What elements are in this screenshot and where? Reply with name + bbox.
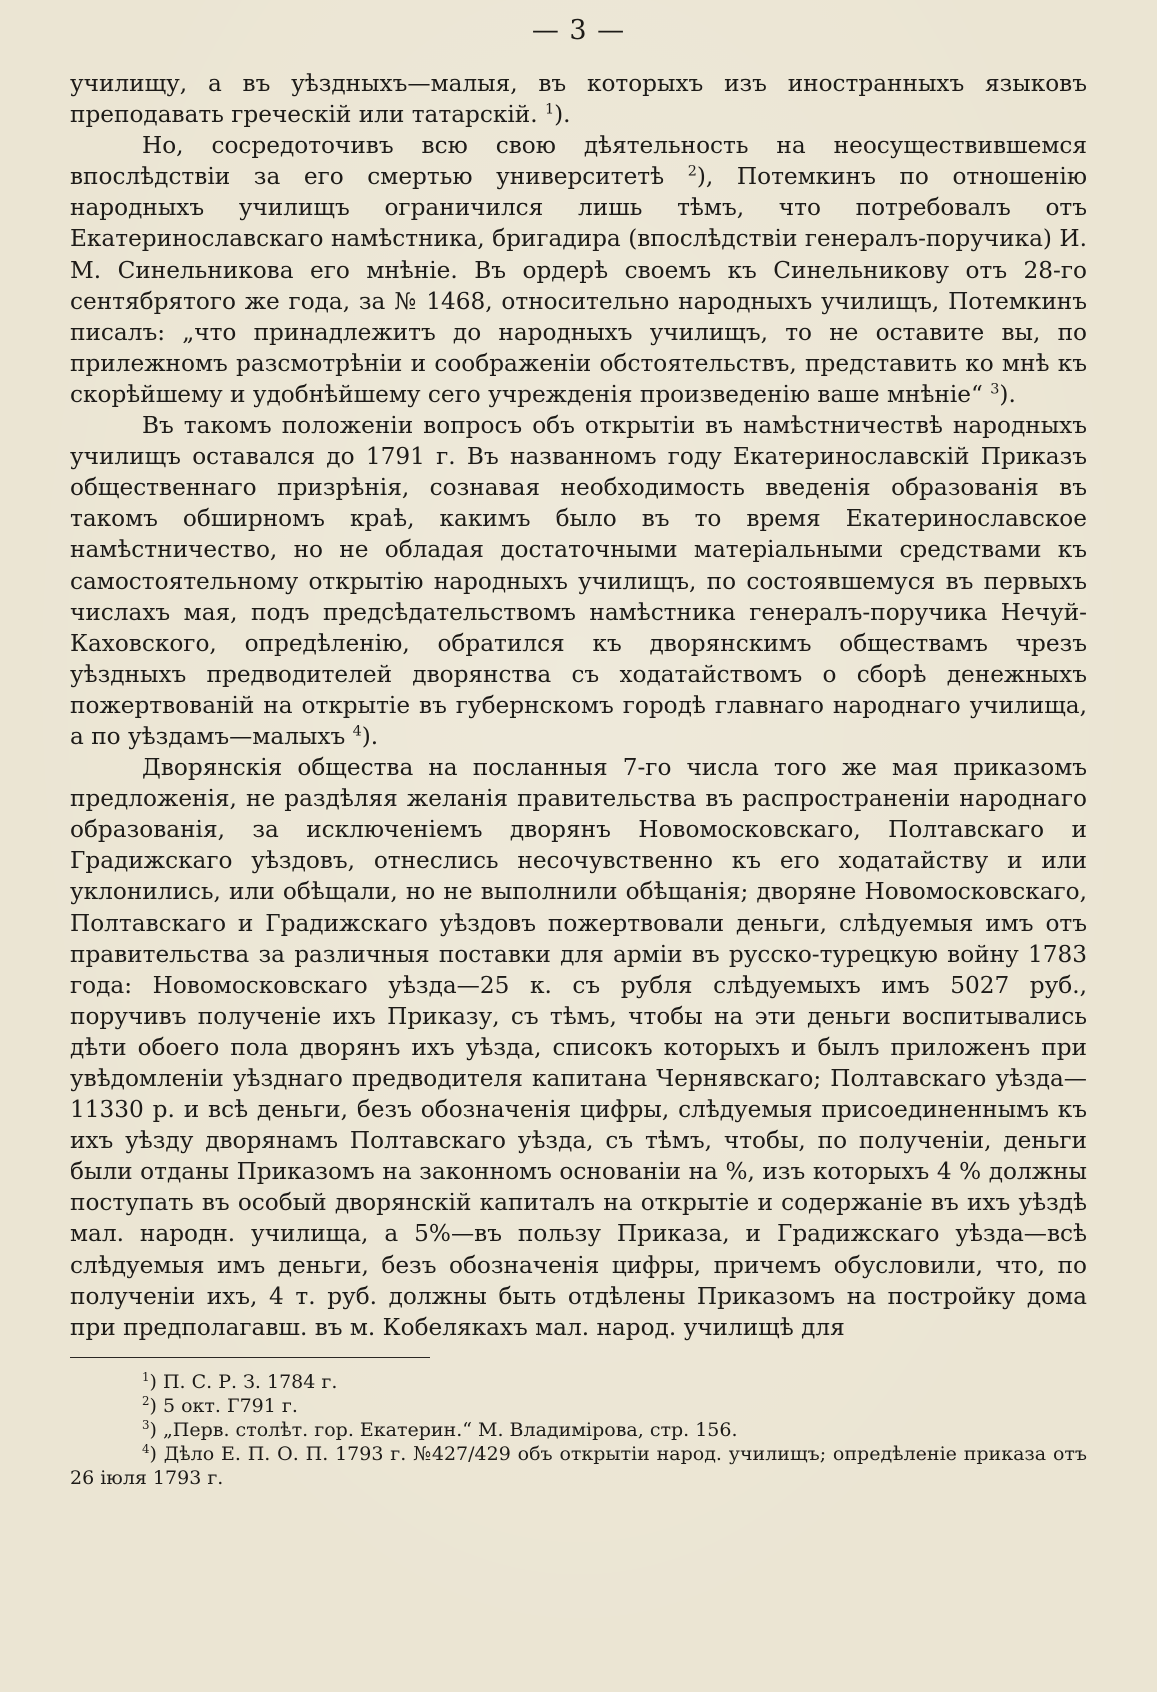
footnote-1 <box>70 1370 1087 1394</box>
footnote-text: ) Дѣло Е. П. О. П. 1793 г. №427/429 объ открытіи народ. училищъ; опредѣленіе приказа отъ 26 іюля 1793 г. <box>70 1442 1087 1489</box>
paragraph-3 <box>70 410 1087 752</box>
footnote-mark: 2 <box>142 1393 150 1408</box>
footnote-ref: 1 <box>544 101 555 118</box>
footnote-2 <box>70 1394 1087 1418</box>
footnote-separator <box>70 1357 430 1358</box>
footnote-text: ) 5 окт. Г791 г. <box>149 1394 298 1417</box>
paragraph-text: училищу, а въ уѣздныхъ—малыя, въ которыхъ изъ иностранныхъ языковъ преподавать греческій или татарскій. <box>70 70 1087 129</box>
footnotes <box>70 1370 1087 1490</box>
footnote-3 <box>70 1418 1087 1442</box>
paragraph-text: Въ такомъ положеніи вопросъ объ открытіи въ намѣстничествѣ народныхъ училищъ оставался до 1791 г. Въ названномъ году Екатеринославскій Приказъ общественнаго призрѣнія, сознавая необходимость введенія образованія въ такомъ обширномъ краѣ, какимъ было въ то время Екатеринославское намѣстничество, но не обладая достаточными матеріальными средствами къ самостоятельному открытію народныхъ училищъ, по состоявшемуся въ первыхъ числахъ мая, подъ предсѣдательствомъ намѣстника генералъ-поручика Нечуй-Каховского, опредѣленію, обратился къ дворянскимъ обществамъ чрезъ уѣздныхъ предводителей дворянства съ ходатайствомъ о сборѣ денежныхъ пожертвованій на открытіе въ губернскомъ городѣ главнаго народнаго училища, а по уѣздамъ—малыхъ <box>70 412 1087 750</box>
footnote-4 <box>70 1442 1087 1490</box>
paragraph-text: Дворянскія общества на посланныя 7-го числа того же мая приказомъ предложенія, не раздѣляя желанія правительства въ распространеніи народнаго образованія, за исключеніемъ дворянъ Новомосковскаго, Полтавскаго и Градижскаго уѣздовъ, отнеслись несочувственно къ его ходатайству и или уклонились, или обѣщали, но не выполнили обѣщанія; дворяне Новомосковскаго, Полтавскаго и Градижскаго уѣздовъ пожертвовали деньги, слѣдуемыя имъ отъ правительства за различныя поставки для арміи въ русско-турецкую войну 1783 года: Новомосковскаго уѣзда—25 к. съ рубля слѣдуемыхъ имъ 5027 руб., поручивъ полученіе ихъ Приказу, съ тѣмъ, чтобы на эти деньги воспитывались дѣти обоего пола дворянъ ихъ уѣзда, списокъ которыхъ и былъ приложенъ при увѣдомленіи уѣзднаго предводителя капитана Чернявскаго; Полтавскаго уѣзда—11330 р. и всѣ деньги, безъ обозначенія цифры, слѣдуемыя присоединеннымъ къ ихъ уѣзду дворянамъ Полтавскаго уѣзда, съ тѣмъ, чтобы, по полученіи, деньги были отданы Приказомъ на законномъ основаніи на %, изъ которыхъ 4 % должны поступать въ особый дворянскій капиталъ на открытіе и содержаніе въ ихъ уѣздѣ мал. народн. училища, а 5%—въ пользу Приказа, и Градижскаго уѣзда—всѣ слѣдуемыя имъ деньги, безъ обозначенія цифры, причемъ обусловили, что, по полученіи ихъ, 4 т. руб. должны быть отдѣлены Приказомъ на постройку дома при предполагавш. въ м. Кобелякахъ мал. народ. училищѣ для <box>70 754 1087 1341</box>
footnote-mark: 4 <box>142 1441 150 1456</box>
paragraph-2 <box>70 130 1087 410</box>
footnote-mark: 3 <box>142 1417 150 1432</box>
footnote-ref: 2 <box>687 163 697 180</box>
footnote-mark: 1 <box>142 1369 150 1384</box>
paragraph-text: ). <box>999 380 1016 408</box>
footnote-text: ) П. С. Р. З. 1784 г. <box>149 1370 338 1393</box>
footnote-ref: 4 <box>352 723 362 740</box>
paragraph-1 <box>70 68 1087 130</box>
footnote-text: ) „Перв. столѣт. гор. Екатерин.“ М. Владимірова, стр. 156. <box>149 1418 738 1441</box>
paragraph-text: Но, сосредоточивъ всю свою дѣятельность на неосуществившемся впослѣдствіи за его смертью университетѣ <box>70 132 1087 191</box>
page-number: — 3 — <box>531 15 626 46</box>
paragraph-text: ), Потемкинъ по отношенію народныхъ училищъ ограничился лишь тѣмъ, что потребовалъ отъ Екатеринославскаго намѣстника, бригадира (впослѣдствіи генералъ-поручика) И. М. Синельникова его мнѣніе. Въ ордерѣ своемъ къ Синельникову отъ 28-го сентябрятого же года, за № 1468, относительно народныхъ училищъ, Потемкинъ писалъ: „что принадлежитъ до народныхъ училищъ, то не оставите вы, по прилежномъ разсмотрѣніи и соображеніи обстоятельствъ, представить ко мнѣ къ скорѣйшему и удобнѣйшему сего учрежденія произведенію ваше мнѣніе“ <box>70 163 1088 408</box>
paragraph-text: ). <box>361 722 379 750</box>
footnote-ref: 3 <box>990 381 1000 398</box>
paragraph-text: ). <box>554 101 571 129</box>
main-text <box>70 68 1087 1343</box>
paragraph-4 <box>70 752 1087 1343</box>
